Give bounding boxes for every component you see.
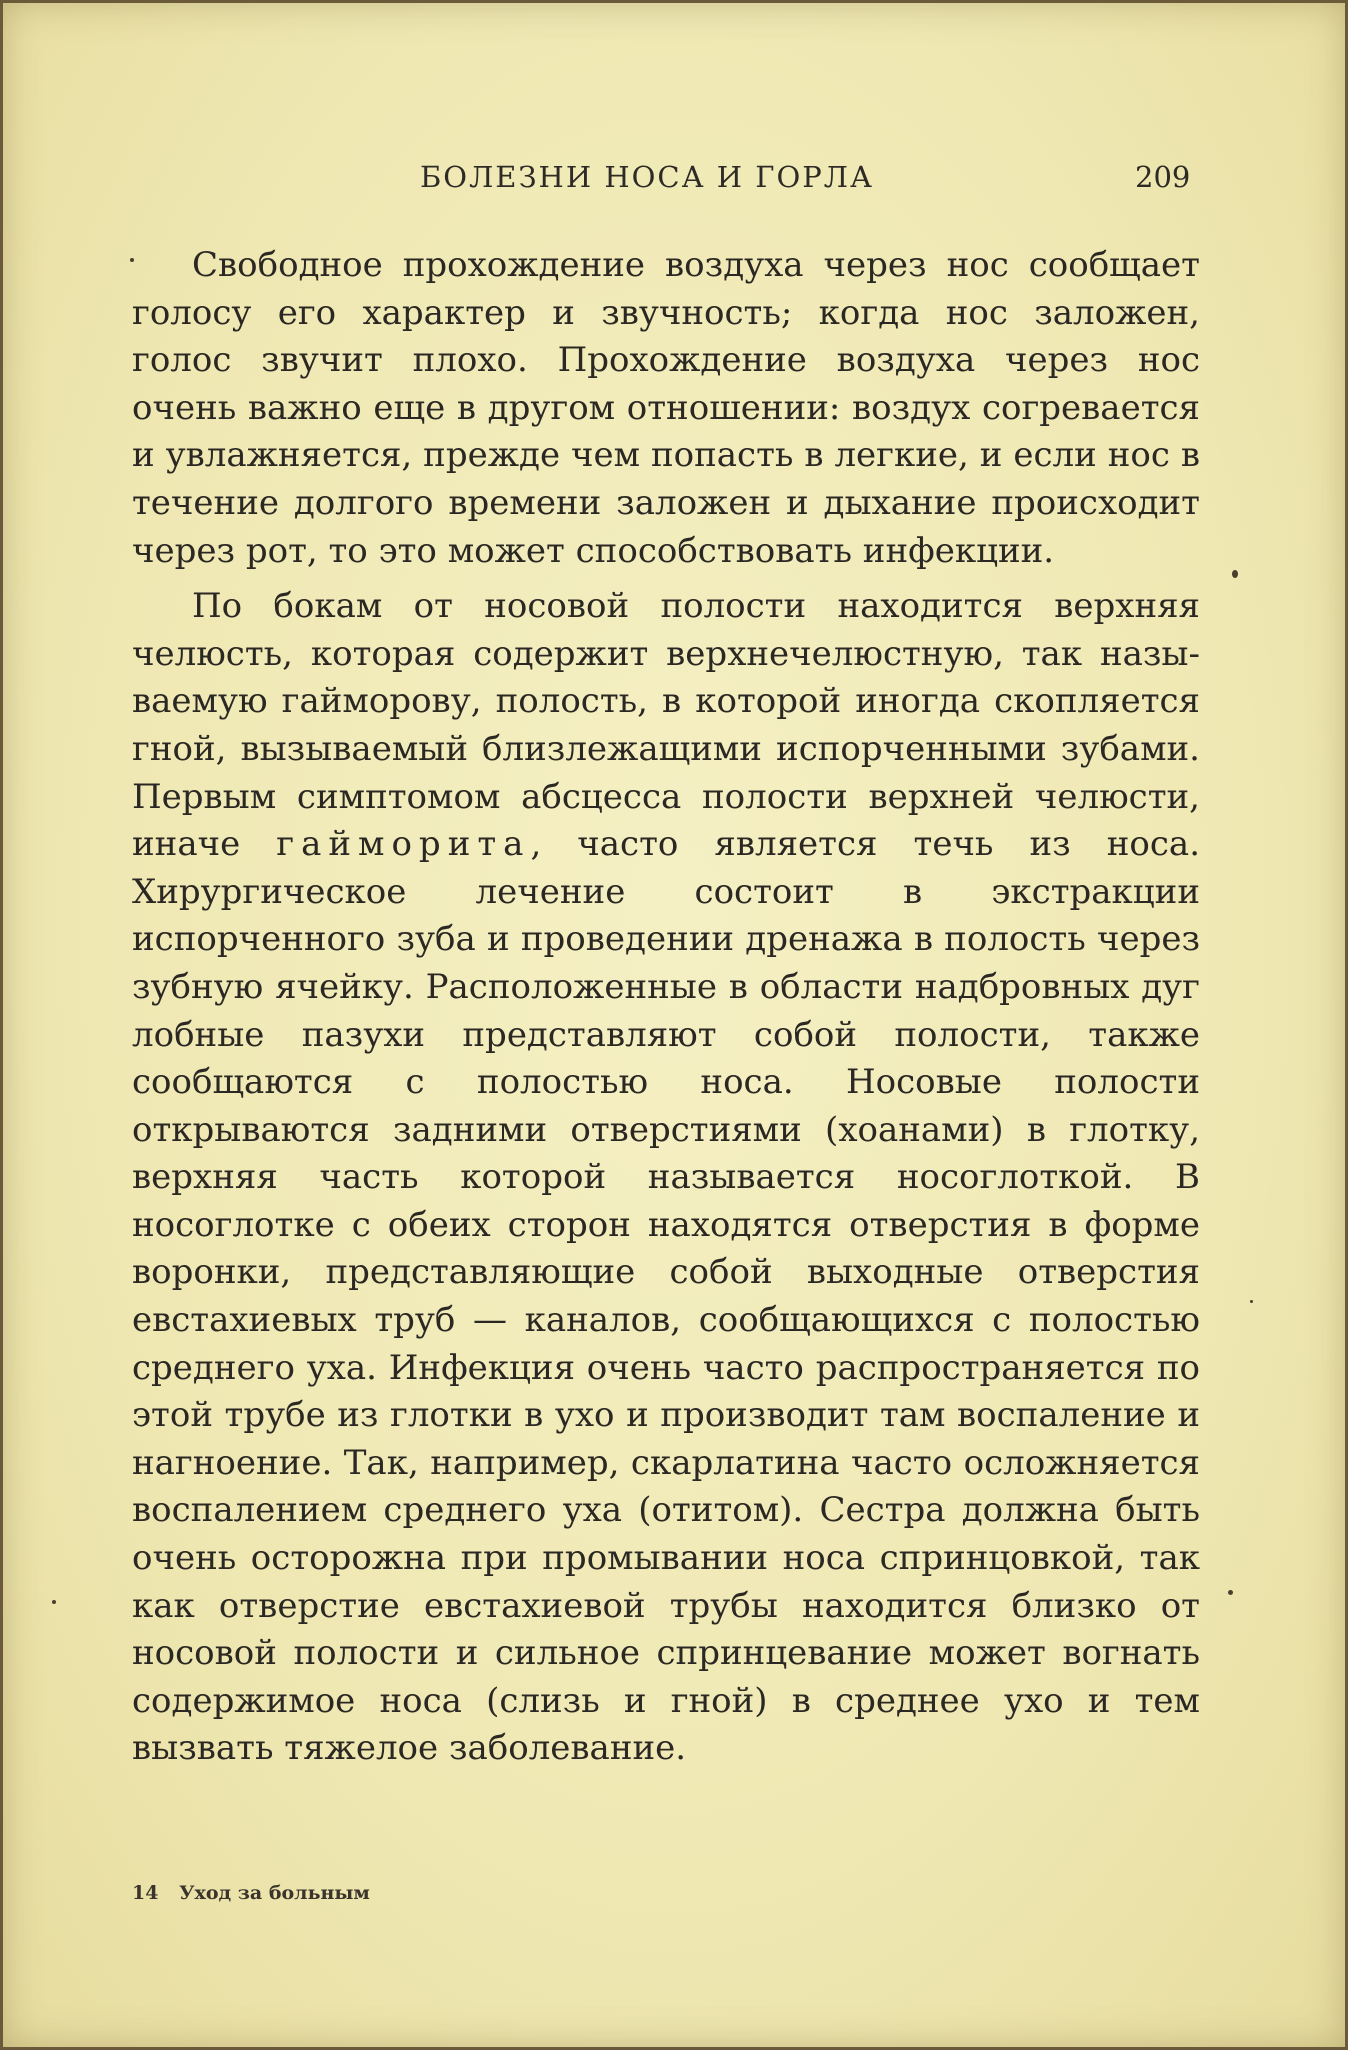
term-gaimorit: гайморита (276, 824, 531, 865)
body-text (132, 242, 1200, 1781)
print-speck (130, 258, 134, 262)
running-head (0, 160, 1348, 200)
paragraph-2 (132, 583, 1200, 1773)
print-speck (52, 1600, 56, 1604)
paragraph-2-end: , часто является течь из носа. Хирургическое лечение состоит в экстракции испорченного зуба и проведении дренажа в полость через зубную ячейку. Расположенные в области надбровных дуг лобные пазухи представляют собой полости, также сообщаются с полостью носа. Носовые полости открываются задними отверстиями (хоанами) в глотку, верхняя часть которой называется носоглоткой. В носоглотке с обеих сторон находятся отверстия в форме воронки, представляющие собой выходные отверстия евстахиевых труб — каналов, сообщающихся с полостью среднего уха. Инфекция очень часто распространяется по этой трубе из глотки в ухо и производит там воспаление и нагноение. Так, например, скарлатина часто осложняется воспалением среднего уха (отитом). Сестра должна быть очень осторожна при промывании носа спринцовкой, так как отверстие евстахиевой трубы находится близко от носовой полости и сильное спринцевание может вогнать содержимое носа (слизь и гной) в среднее ухо и тем вызвать тяжелое заболевание. (132, 824, 1201, 1769)
paragraph-1: Свободное прохождение воздуха через нос сообщает голосу его характер и звучность; когда нос заложен, голос звучит плохо. Прохождение воздуха через нос очень важно еще в другом отношении: воздух согревается и увлажняется, прежде чем попасть в легкие, и если нос в течение долгого времени заложен и дыхание происходит через рот, то это может способствовать инфекции. (132, 245, 1200, 571)
print-speck (1232, 570, 1238, 578)
signature-number: 14 (132, 1882, 159, 1904)
paragraph-2-start: По бокам от носовой полости находится верхняя челюсть, которая содержит верхнечелюстную, так называемую гайморову, полость, в которой иногда скопляется гной, вызываемый близлежащими испорченными зубами. Первым симптомом абсцесса полости верхней челюсти, иначе (132, 586, 1200, 865)
signature-title: Уход за больным (179, 1882, 370, 1904)
running-title: БОЛЕЗНИ НОСА И ГОРЛА (420, 160, 874, 194)
print-speck (1228, 1590, 1233, 1595)
page-number: 209 (1135, 160, 1191, 194)
print-speck (1250, 1300, 1253, 1303)
signature-footer (132, 1882, 370, 1904)
